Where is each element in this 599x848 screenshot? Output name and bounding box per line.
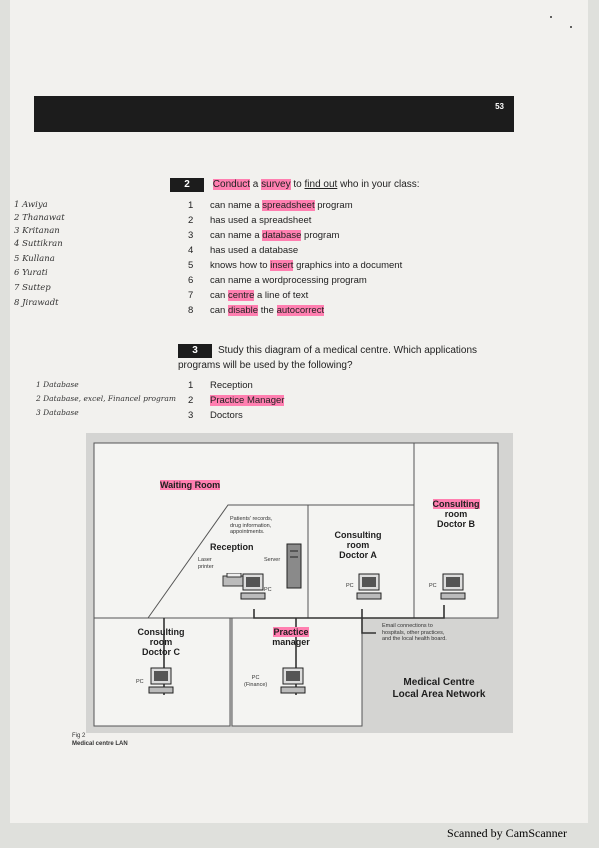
header-bar [34, 96, 514, 132]
pc-label: PC [429, 583, 437, 589]
pc-reception-icon [240, 573, 266, 603]
exercise-3-heading [178, 344, 477, 358]
figure-caption: Medical centre LAN [72, 741, 128, 747]
list-item: 4 has used a database [188, 245, 299, 256]
pc-label: PC [136, 679, 144, 685]
waiting-room-label: Waiting Room [160, 480, 221, 490]
diagram-title: Medical Centre Local Area Network [392, 677, 486, 700]
consulting-a-label: Consulting room Doctor A [334, 530, 382, 560]
handwritten-name: 1 Awiya [14, 200, 48, 210]
handwritten-name: 2 Thanawat [14, 213, 65, 223]
pc-doctor-c-icon [148, 667, 174, 697]
pc-label: PC [264, 587, 272, 593]
exercise-3-number: 3 [178, 344, 212, 358]
list-item: 3 Doctors [188, 410, 243, 421]
pc-doctor-a-icon [356, 573, 382, 603]
handwritten-name: 7 Suttep [14, 283, 51, 293]
instruction-part: find out [304, 179, 338, 190]
list-item: 8 can disable the autocorrect [188, 305, 325, 316]
scanner-watermark: Scanned by CamScanner [447, 826, 567, 840]
figure-number: Fig 2 [72, 733, 86, 739]
handwritten-name: 4 Suttikran [14, 239, 63, 249]
instruction-part: to [290, 179, 305, 190]
server-label: Server [264, 557, 281, 563]
instruction-line-2: programs will be used by the following? [178, 360, 353, 371]
list-item: 1 can name a spreadsheet program [188, 200, 353, 211]
list-item: 6 can name a wordprocessing program [188, 275, 367, 286]
pc-label: PC [346, 583, 354, 589]
server-icon [286, 543, 302, 589]
list-item: 1 Reception [188, 380, 253, 391]
handwritten-answer: 3 Database [36, 408, 79, 417]
page-number: 53 [495, 102, 504, 111]
speck [550, 16, 552, 18]
consulting-c-label: Consulting room Doctor C [137, 627, 185, 657]
laser-printer-label: Laser printer [198, 557, 214, 570]
handwritten-answer: 2 Database, excel, Financel program [36, 394, 176, 403]
instruction-part: Conduct [212, 179, 251, 190]
lan-diagram [86, 433, 513, 733]
practice-manager-label: Practice manager [272, 627, 310, 647]
pc-doctor-b-icon [440, 573, 466, 603]
consulting-b-label: Consulting room Doctor B [432, 499, 480, 529]
handwritten-name: 5 Kullana [14, 254, 55, 264]
email-connections-note: Email connections to hospitals, other practices, and the local health board. [382, 623, 447, 642]
pc-finance-label: PC (Finance) [244, 675, 268, 688]
list-item: 7 can centre a line of text [188, 290, 309, 301]
list-item: 3 can name a database program [188, 230, 340, 241]
reception-note: Patients' records, drug information, appointments. [230, 516, 273, 535]
scanned-page [10, 0, 588, 823]
handwritten-name: 6 Yurati [14, 268, 48, 278]
list-item: 2 Practice Manager [188, 395, 285, 406]
handwritten-name: 3 Kritanan [14, 226, 60, 236]
reception-label: Reception [210, 542, 254, 552]
speck [570, 26, 572, 28]
list-item: 5 knows how to insert graphics into a document [188, 260, 403, 271]
instruction-part: survey [261, 179, 291, 190]
instruction-part: who in your class: [337, 179, 420, 190]
list-item: 2 has used a spreadsheet [188, 215, 312, 226]
exercise-2-number: 2 [170, 178, 204, 192]
handwritten-name: 8 Jirawadt [14, 298, 59, 308]
handwritten-answer: 1 Database [36, 380, 79, 389]
exercise-2-heading [170, 178, 420, 192]
instruction-part: a [250, 179, 262, 190]
instruction-line: Study this diagram of a medical centre. Which applications [218, 345, 478, 356]
pc-finance-icon [280, 667, 306, 697]
